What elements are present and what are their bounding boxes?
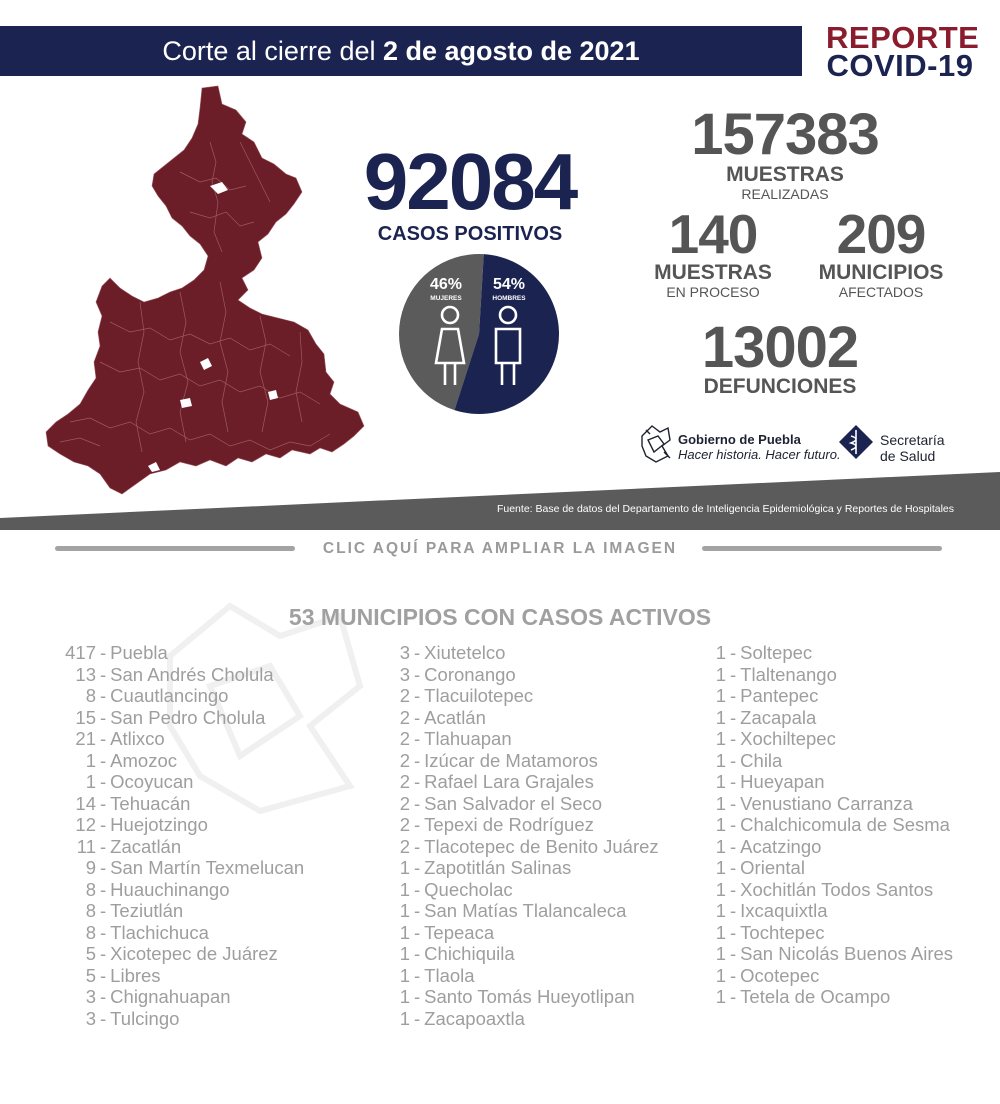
municipality-name: Ocotepec — [740, 964, 820, 986]
dash-separator: - — [100, 986, 107, 1007]
municipality-count: 1 — [399, 943, 410, 964]
dash-separator: - — [730, 857, 737, 878]
men-percent: 54% — [492, 276, 526, 293]
municipality-count: 1 — [399, 878, 410, 900]
brand-line2: COVID-19 — [826, 48, 974, 83]
municipality-name: Acatzingo — [740, 835, 822, 857]
divider-right — [702, 546, 942, 551]
municipality-count: 1 — [715, 900, 726, 921]
municipality-row — [394, 836, 659, 858]
municipality-name: Tlachichuca — [110, 921, 209, 943]
caduceus-icon — [838, 424, 874, 460]
municipality-count: 14 — [75, 792, 96, 814]
municipality-row — [60, 728, 304, 750]
municipality-row — [710, 900, 953, 922]
municipality-row — [60, 793, 304, 815]
municipality-name: Zapotitlán Salinas — [424, 857, 572, 878]
dash-separator: - — [730, 921, 737, 943]
samples-sublabel: REALIZADAS — [741, 186, 829, 202]
municipality-count: 1 — [399, 921, 410, 943]
data-source-note: Fuente: Base de datos del Departamento de Inteligencia Epidemiológica y Reportes de Hospitales — [496, 503, 954, 515]
dash-separator: - — [100, 878, 107, 900]
municipality-count: 1 — [715, 814, 726, 835]
municipality-name: Santo Tomás Hueyotlipan — [424, 986, 635, 1007]
municipality-row — [394, 728, 659, 750]
municipalities-count: 209 — [836, 203, 926, 265]
municipality-row — [394, 1008, 659, 1030]
municipality-count: 1 — [85, 771, 96, 792]
municipality-count: 1 — [715, 878, 726, 900]
municipality-name: San Martín Texmelucan — [110, 857, 305, 878]
municipality-name: San Salvador el Seco — [424, 792, 603, 814]
women-label: MUJERES — [430, 295, 462, 302]
dash-separator: - — [730, 728, 737, 749]
municipality-row — [60, 986, 304, 1008]
municipality-count: 2 — [399, 749, 410, 771]
dash-separator: - — [414, 835, 421, 857]
municipality-row — [60, 943, 304, 965]
dash-separator: - — [414, 943, 421, 964]
municipality-row — [710, 642, 953, 664]
municipality-row — [394, 793, 659, 815]
municipality-row — [710, 857, 953, 879]
dash-separator: - — [414, 663, 421, 685]
health-secretary-line1: Secretaría — [880, 432, 945, 448]
dash-separator: - — [730, 642, 737, 663]
municipality-count: 1 — [715, 921, 726, 943]
municipality-row — [710, 922, 953, 944]
municipality-row — [710, 793, 953, 815]
municipality-name: Teziutlán — [110, 900, 184, 921]
municipality-name: Izúcar de Matamoros — [424, 749, 598, 771]
municipality-name: Chichiquila — [424, 943, 515, 964]
dash-separator: - — [414, 706, 421, 728]
municipality-row — [60, 1008, 304, 1030]
municipality-name: Chalchicomula de Sesma — [740, 814, 950, 835]
municipality-name: Tlaola — [424, 964, 475, 986]
municipality-row — [394, 750, 659, 772]
municipality-row — [60, 685, 304, 707]
municipality-count: 2 — [399, 685, 410, 706]
municipality-name: Xochiltepec — [740, 728, 836, 749]
municipality-name: Tochtepec — [740, 921, 825, 943]
samples-label: MUESTRAS — [726, 163, 844, 186]
municipality-count: 9 — [85, 857, 96, 878]
municipality-name: Tepeaca — [424, 921, 495, 943]
dash-separator: - — [100, 921, 107, 943]
municipality-name: Venustiano Carranza — [740, 792, 913, 814]
municipalities-sublabel: AFECTADOS — [838, 284, 924, 300]
municipality-name: Tlacotepec de Benito Juárez — [424, 835, 659, 857]
pending-samples-label: MUESTRAS — [654, 261, 772, 284]
municipality-row — [60, 922, 304, 944]
enlarge-image-link[interactable]: CLIC AQUÍ PARA AMPLIAR LA IMAGEN — [322, 540, 678, 557]
dash-separator: - — [414, 814, 421, 835]
municipality-name: Ixcaquixtla — [740, 900, 828, 921]
dash-separator: - — [100, 964, 107, 986]
municipality-name: Hueyapan — [740, 771, 825, 792]
municipality-row — [710, 728, 953, 750]
health-secretary-block — [880, 432, 945, 464]
dash-separator: - — [730, 663, 737, 685]
dash-separator: - — [730, 749, 737, 771]
pending-samples-stat — [638, 203, 788, 300]
municipality-count: 8 — [85, 921, 96, 943]
divider-left — [55, 546, 295, 551]
municipality-row — [60, 965, 304, 987]
header-prefix: Corte al cierre del — [162, 36, 383, 66]
men-label: HOMBRES — [492, 295, 526, 302]
deaths-count: 13002 — [701, 315, 859, 380]
municipality-count: 3 — [399, 663, 410, 685]
municipality-row — [394, 965, 659, 987]
municipality-row — [394, 943, 659, 965]
municipality-count: 1 — [715, 835, 726, 857]
municipality-name: Coronango — [424, 663, 516, 685]
municipality-count: 8 — [85, 685, 96, 706]
municipality-count: 2 — [399, 706, 410, 728]
dash-separator: - — [414, 900, 421, 921]
deaths-stat — [670, 315, 890, 398]
dash-separator: - — [100, 792, 107, 814]
municipality-name: Libres — [110, 964, 161, 986]
municipality-row — [60, 707, 304, 729]
municipality-count: 8 — [85, 878, 96, 900]
government-slogan: Hacer historia. Hacer futuro. — [678, 447, 841, 462]
municipality-name: Rafael Lara Grajales — [424, 771, 594, 792]
municipality-row — [60, 664, 304, 686]
municipality-row — [710, 685, 953, 707]
municipality-count: 1 — [715, 728, 726, 749]
municipality-row — [60, 857, 304, 879]
municipality-name: Cuautlancingo — [110, 685, 229, 706]
municipality-row — [710, 986, 953, 1008]
municipality-row — [710, 750, 953, 772]
municipality-row — [710, 771, 953, 793]
dash-separator: - — [100, 642, 107, 663]
municipality-row — [60, 814, 304, 836]
municipality-row — [394, 642, 659, 664]
dash-separator: - — [730, 964, 737, 986]
municipality-name: Zacapoaxtla — [424, 1007, 525, 1029]
dash-separator: - — [100, 728, 107, 749]
pending-samples-sublabel: EN PROCESO — [666, 284, 760, 300]
municipality-name: Quecholac — [424, 878, 513, 900]
municipality-name: Tepexi de Rodríguez — [424, 814, 594, 835]
municipality-row — [710, 707, 953, 729]
pending-samples-count: 140 — [668, 203, 758, 265]
municipality-row — [394, 879, 659, 901]
municipality-count: 1 — [399, 1007, 410, 1029]
municipality-count: 1 — [399, 986, 410, 1007]
dash-separator: - — [730, 943, 737, 964]
municipality-row — [394, 664, 659, 686]
dash-separator: - — [100, 835, 107, 857]
municipality-row — [710, 965, 953, 987]
municipality-count: 1 — [85, 749, 96, 771]
municipality-count: 1 — [715, 663, 726, 685]
municipality-column-2 — [394, 642, 659, 1029]
dash-separator: - — [414, 642, 421, 663]
dash-separator: - — [100, 857, 107, 878]
puebla-map[interactable] — [40, 82, 370, 502]
women-percent: 46% — [429, 276, 463, 293]
municipality-count: 2 — [399, 771, 410, 792]
municipality-name: San Andrés Cholula — [110, 663, 274, 685]
municipality-count: 13 — [75, 663, 96, 685]
municipality-name: Acatlán — [424, 706, 486, 728]
municipality-count: 8 — [85, 900, 96, 921]
municipality-name: Tlahuapan — [424, 728, 512, 749]
municipality-count: 3 — [85, 986, 96, 1007]
state-seal-icon — [638, 422, 674, 466]
municipality-name: Amozoc — [110, 749, 177, 771]
municipality-name: Xochitlán Todos Santos — [740, 878, 934, 900]
dash-separator: - — [100, 771, 107, 792]
dash-separator: - — [100, 706, 107, 728]
municipality-name: Zacapala — [740, 706, 817, 728]
municipality-name: Soltepec — [740, 642, 813, 663]
municipality-name: Huejotzingo — [110, 814, 208, 835]
dash-separator: - — [414, 771, 421, 792]
municipality-name: Chila — [740, 749, 783, 771]
dash-separator: - — [414, 792, 421, 814]
municipality-row — [60, 900, 304, 922]
dash-separator: - — [414, 857, 421, 878]
municipality-name: Tlacuilotepec — [424, 685, 534, 706]
samples-stat — [660, 102, 910, 202]
municipality-name: Ocoyucan — [110, 771, 194, 792]
positive-cases-count: 92084 — [363, 137, 577, 226]
dash-separator: - — [414, 1007, 421, 1029]
active-municipalities-title: 53 MUNICIPIOS CON CASOS ACTIVOS — [288, 604, 712, 630]
municipality-row — [394, 771, 659, 793]
dash-separator: - — [100, 943, 107, 964]
municipality-count: 1 — [399, 857, 410, 878]
municipality-row — [394, 857, 659, 879]
municipality-row — [710, 943, 953, 965]
municipality-row — [710, 664, 953, 686]
municipality-count: 15 — [75, 706, 96, 728]
municipality-count: 1 — [715, 792, 726, 814]
government-name: Gobierno de Puebla — [678, 432, 801, 447]
municipality-row — [394, 685, 659, 707]
header-date: 2 de agosto de 2021 — [382, 36, 640, 66]
municipality-count: 21 — [75, 728, 96, 749]
municipality-count: 3 — [399, 642, 410, 663]
dash-separator: - — [414, 878, 421, 900]
municipality-row — [60, 642, 304, 664]
dash-separator: - — [730, 685, 737, 706]
municipality-count: 2 — [399, 835, 410, 857]
government-logos — [638, 420, 958, 468]
municipality-row — [394, 986, 659, 1008]
dash-separator: - — [414, 685, 421, 706]
municipality-row — [60, 879, 304, 901]
dash-separator: - — [730, 814, 737, 835]
municipality-count: 2 — [399, 792, 410, 814]
municipality-count: 2 — [399, 814, 410, 835]
municipality-row — [394, 900, 659, 922]
dash-separator: - — [730, 878, 737, 900]
municipality-row — [394, 814, 659, 836]
municipality-name: Zacatlán — [110, 835, 182, 857]
municipality-count: 417 — [65, 642, 96, 663]
municipality-count: 3 — [85, 1007, 96, 1029]
municipality-row — [710, 814, 953, 836]
dash-separator: - — [730, 771, 737, 792]
municipality-name: Chignahuapan — [110, 986, 231, 1007]
samples-count: 157383 — [691, 102, 879, 167]
dash-separator: - — [100, 685, 107, 706]
municipality-row — [394, 922, 659, 944]
positive-cases-block — [340, 137, 600, 245]
municipality-row — [710, 836, 953, 858]
municipality-row — [60, 771, 304, 793]
dash-separator: - — [414, 964, 421, 986]
government-name-block — [678, 432, 841, 462]
municipality-name: Oriental — [740, 857, 805, 878]
municipality-count: 1 — [715, 642, 726, 663]
municipality-count: 5 — [85, 964, 96, 986]
municipality-count: 1 — [715, 706, 726, 728]
deaths-label: DEFUNCIONES — [703, 375, 857, 398]
dash-separator: - — [100, 814, 107, 835]
municipality-count: 1 — [399, 964, 410, 986]
municipality-column-1 — [60, 642, 304, 1029]
health-secretary-line2: de Salud — [880, 448, 936, 464]
municipality-count: 1 — [715, 943, 726, 964]
municipality-count: 1 — [399, 900, 410, 921]
municipality-row — [394, 707, 659, 729]
dash-separator: - — [100, 663, 107, 685]
municipality-name: Xiutetelco — [424, 642, 506, 663]
municipalities-stat — [806, 203, 956, 300]
municipality-name: Tetela de Ocampo — [740, 986, 891, 1007]
dash-separator: - — [414, 749, 421, 771]
municipality-name: San Matías Tlalancaleca — [424, 900, 627, 921]
dash-separator: - — [730, 835, 737, 857]
municipality-name: San Pedro Cholula — [110, 706, 266, 728]
municipality-name: Puebla — [110, 642, 168, 663]
municipality-count: 12 — [75, 814, 96, 835]
municipality-count: 1 — [715, 964, 726, 986]
dash-separator: - — [414, 728, 421, 749]
dash-separator: - — [730, 900, 737, 921]
municipality-name: San Nicolás Buenos Aires — [740, 943, 954, 964]
municipality-row — [60, 750, 304, 772]
positive-cases-label: CASOS POSITIVOS — [377, 223, 563, 245]
dash-separator: - — [730, 986, 737, 1007]
municipality-name: Xicotepec de Juárez — [110, 943, 278, 964]
dash-separator: - — [100, 1007, 107, 1029]
municipality-row — [710, 879, 953, 901]
municipality-count: 1 — [715, 685, 726, 706]
brand-line1: REPORTE — [826, 20, 980, 55]
municipality-count: 1 — [715, 749, 726, 771]
municipality-name: Atlixco — [110, 728, 165, 749]
municipality-name: Tlaltenango — [740, 663, 837, 685]
municipality-column-3 — [710, 642, 953, 1008]
gender-pie-chart — [398, 253, 560, 415]
municipality-name: Huauchinango — [110, 878, 230, 900]
dash-separator: - — [414, 986, 421, 1007]
dash-separator: - — [730, 792, 737, 814]
municipality-count: 5 — [85, 943, 96, 964]
municipality-count: 1 — [715, 857, 726, 878]
municipality-name: Tehuacán — [110, 792, 191, 814]
municipality-name: Tulcingo — [110, 1007, 180, 1029]
dash-separator: - — [730, 706, 737, 728]
municipality-count: 2 — [399, 728, 410, 749]
dash-separator: - — [414, 921, 421, 943]
dash-separator: - — [100, 749, 107, 771]
dash-separator: - — [100, 900, 107, 921]
municipality-count: 11 — [76, 835, 96, 857]
municipality-name: Pantepec — [740, 685, 819, 706]
report-date-banner — [0, 26, 802, 76]
municipality-count: 1 — [715, 986, 726, 1007]
municipalities-label: MUNICIPIOS — [818, 261, 944, 284]
municipality-count: 1 — [715, 771, 726, 792]
source-band — [0, 470, 1000, 530]
report-brand — [826, 20, 980, 83]
municipality-row — [60, 836, 304, 858]
